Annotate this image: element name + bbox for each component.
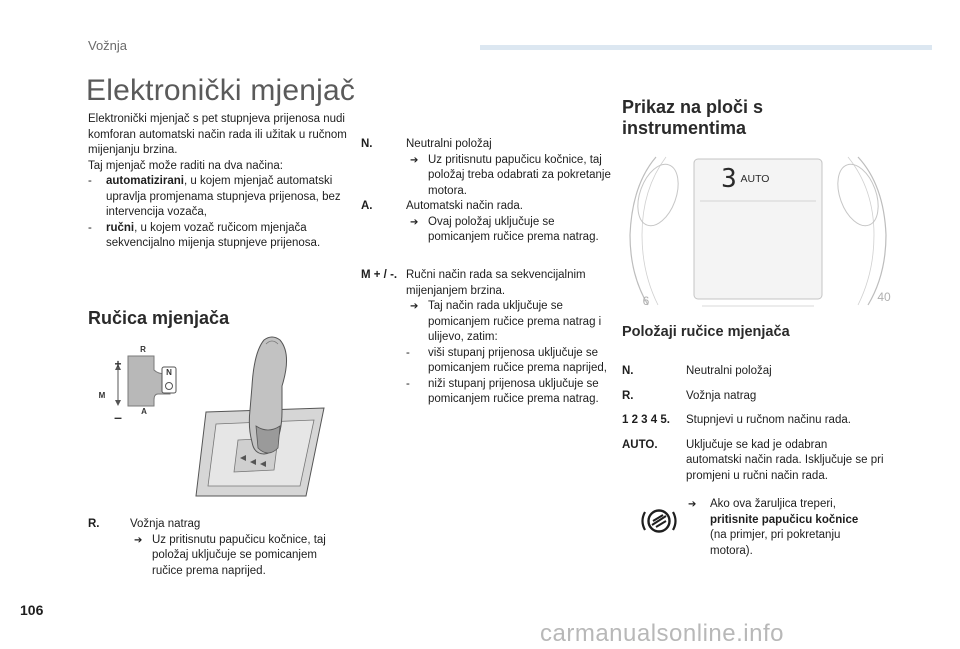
mode-name: ručni: [106, 221, 135, 234]
brake-warning-icon: [638, 506, 680, 536]
r-label: R: [140, 345, 146, 354]
n-label: N: [166, 368, 172, 377]
r-entry: [88, 517, 350, 579]
shift-gate-schematic: [115, 356, 176, 406]
arrow-icon: ➔: [410, 154, 419, 166]
list-item: [622, 438, 884, 485]
arrow-icon: ➔: [410, 301, 419, 312]
warning-intro: Ako ova žaruljica treperi,: [710, 498, 836, 510]
dash-marker: -: [406, 346, 410, 359]
lever-heading: Ručica mjenjača: [88, 308, 230, 328]
gear-console-illustration: [196, 337, 324, 496]
mode-name: automatizirani: [106, 175, 184, 187]
watermark: carmanualsonline.info: [540, 620, 784, 647]
position-description: Ručni način rada sa sekvencijalnim mijenjanjem brzina.: [406, 269, 586, 297]
minus-label: –: [114, 409, 122, 425]
list-item: [622, 413, 884, 429]
warning-detail: (na primjer, pri pokretanju motora).: [710, 529, 841, 557]
gauge-right-number: 40: [877, 290, 891, 304]
instrument-panel-illustration: [622, 155, 894, 307]
m-entry: [361, 268, 616, 408]
list-item: niži stupanj prijenosa uključuje se pomicanjem ručice prema natrag.: [428, 377, 599, 405]
position-key: N.: [622, 365, 634, 377]
gauge-left-number: 6: [642, 294, 650, 307]
dash-marker: -: [88, 221, 92, 234]
list-item: [88, 221, 350, 252]
position-key: M + / -.: [361, 269, 398, 281]
intro-modes-lead: Taj mjenjač može raditi na dva načina:: [88, 159, 283, 172]
intro-paragraph: Elektronički mjenjač s pet stupnjeva prijenosa nudi komforan automatski način rada ili užitak u ručnom mijenjanju brzina.: [88, 113, 347, 156]
position-description: Uključuje se kad je odabran automatski način rada. Isključuje se pri promjeni u ručni način rada.: [686, 438, 884, 482]
dash-marker: -: [406, 377, 410, 390]
header-bar: [480, 45, 932, 50]
position-key: 1 2 3 4 5.: [622, 414, 670, 426]
page-title: Elektronički mjenjač: [86, 74, 356, 107]
position-description: Neutralni položaj: [406, 138, 492, 150]
position-description: Vožnja natrag: [130, 518, 201, 530]
m-label: M: [98, 391, 106, 400]
position-note: Ovaj položaj uključuje se pomicanjem ručice prema natrag.: [428, 215, 599, 243]
mode-description: , u kojem vozač ručicom mjenjača sekvencijalno mijenja stupnjeve prijenosa.: [106, 221, 321, 249]
warning-note: [688, 497, 878, 559]
position-description: Vožnja natrag: [686, 389, 757, 402]
a-entry: [361, 199, 616, 246]
list-item: [622, 364, 884, 380]
mode-description: , u kojem mjenjač automatski upravlja promjenama stupnjeva prijenosa, bez intervencija vozača,: [106, 175, 341, 218]
n-entry: [361, 137, 616, 199]
position-note: Uz pritisnutu papučicu kočnice, taj položaj treba odabrati za pokretanje motora.: [428, 153, 611, 197]
position-description: Neutralni položaj: [686, 365, 772, 377]
position-key: R.: [88, 518, 100, 530]
position-key: N.: [361, 138, 373, 150]
arrow-icon: ➔: [134, 534, 143, 546]
display-mode: AUTO: [740, 173, 770, 185]
position-key: AUTO.: [622, 438, 658, 451]
display-gear: 3: [721, 164, 737, 194]
list-item: [622, 389, 884, 405]
position-key: A.: [361, 200, 373, 212]
warning-action: pritisnite papučicu kočnice: [710, 513, 859, 526]
list-item: viši stupanj prijenosa uključuje se pomicanjem ručice prema naprijed,: [428, 346, 607, 374]
position-note: Uz pritisnutu papučicu kočnice, taj položaj uključuje se pomicanjem ručice prema naprijed.: [152, 533, 326, 577]
positions-heading: Položaji ručice mjenjača: [622, 324, 790, 340]
positions-list: [622, 364, 884, 484]
panel-heading: Prikaz na ploči s instrumentima: [622, 97, 764, 138]
page-number: 106: [20, 602, 44, 618]
position-description: Stupnjevi u ručnom načinu rada.: [686, 414, 851, 426]
intro-block: [88, 112, 350, 252]
section-label: Vožnja: [88, 38, 128, 53]
position-key: R.: [622, 389, 634, 402]
arrow-icon: ➔: [688, 499, 697, 510]
dash-marker: -: [88, 175, 92, 187]
arrow-icon: ➔: [410, 216, 419, 228]
list-item: [88, 174, 350, 221]
plus-label: +: [114, 357, 122, 371]
gear-lever-diagram: [88, 330, 344, 508]
a-label: A: [141, 407, 147, 416]
position-description: Automatski način rada.: [406, 200, 523, 212]
position-note: Taj način rada uključuje se pomicanjem ručice prema natrag i ulijevo, zatim:: [428, 300, 602, 343]
